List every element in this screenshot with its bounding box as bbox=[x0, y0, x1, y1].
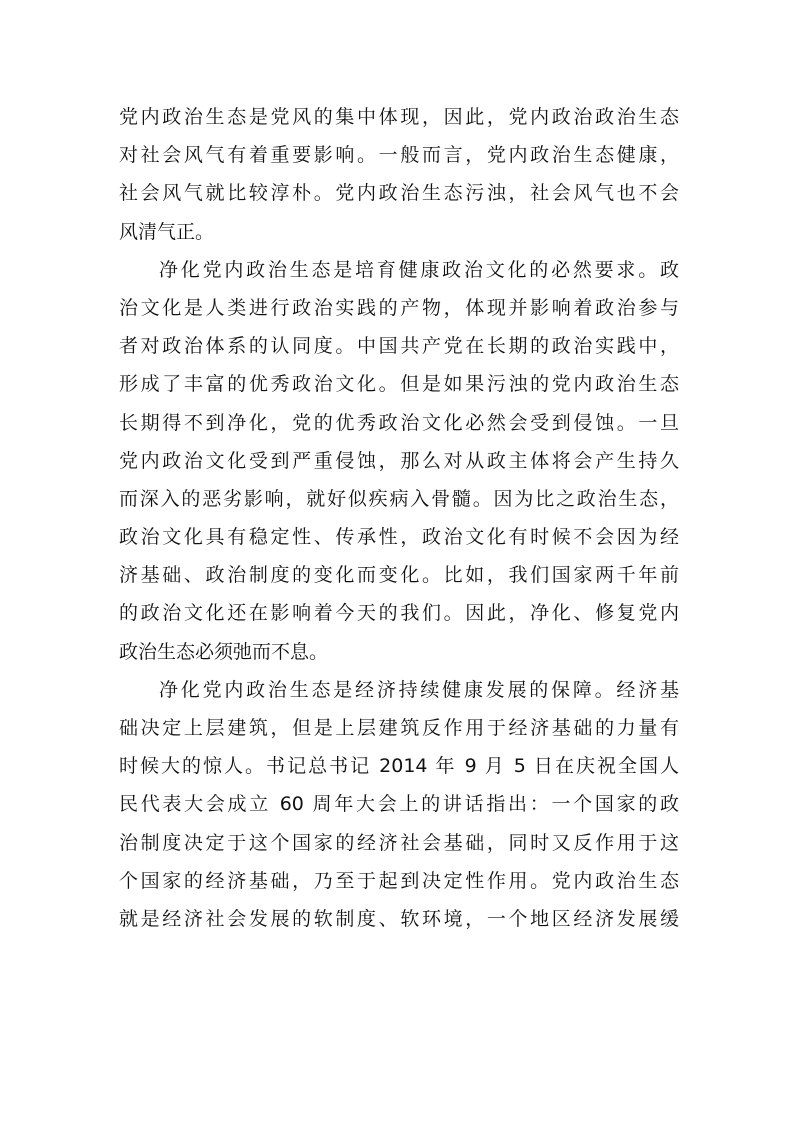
text-line: 治制度决定于这个国家的经济社会基础，同时又反作用于这 bbox=[119, 831, 679, 854]
text-line: 党内政治生态是党风的集中体现，因此，党内政治政治生态 bbox=[119, 106, 679, 128]
text-line: 政治生态必须弛而不息。 bbox=[119, 640, 329, 663]
text-line: 治文化是人类进行政治实践的产物，体现并影响着政治参与 bbox=[119, 296, 679, 319]
text-line: 政治文化具有稳定性、传承性，政治文化有时候不会因为经 bbox=[119, 526, 679, 549]
text-line: 对社会风气有着重要影响。一般而言，党内政治生态健康， bbox=[119, 144, 679, 167]
text-line: 础决定上层建筑，但是上层建筑反作用于经济基础的力量有 bbox=[119, 717, 679, 739]
text-line: 净化党内政治生态是培育健康政治文化的必然要求。政 bbox=[159, 258, 679, 281]
text-line: 长期得不到净化，党的优秀政治文化必然会受到侵蚀。一旦 bbox=[119, 411, 679, 434]
text-line: 社会风气就比较淳朴。党内政治生态污浊，社会风气也不会 bbox=[119, 182, 679, 205]
text-line: 就是经济社会发展的软制度、软环境，一个地区经济发展缓 bbox=[119, 907, 679, 930]
text-line: 而深入的恶劣影响，就好似疾病入骨髓。因为比之政治生态， bbox=[119, 487, 679, 510]
paragraph bbox=[119, 671, 679, 938]
text-line: 净化党内政治生态是经济持续健康发展的保障。经济基 bbox=[159, 678, 679, 701]
text-line: 时候大的惊人。书记总书记 2014 年 9 月 5 日在庆祝全国人 bbox=[119, 755, 679, 778]
text-line: 济基础、政治制度的变化而变化。比如，我们国家两千年前 bbox=[119, 564, 679, 587]
text-line: 风清气正。 bbox=[119, 220, 215, 243]
paragraph bbox=[119, 251, 679, 671]
text-line: 者对政治体系的认同度。中国共产党在长期的政治实践中， bbox=[119, 335, 679, 358]
text-line: 民代表大会成立 60 周年大会上的讲话指出：一个国家的政 bbox=[119, 793, 679, 816]
body-text bbox=[119, 98, 679, 938]
text-line: 的政治文化还在影响着今天的我们。因此，净化、修复党内 bbox=[119, 602, 679, 625]
text-line: 党内政治文化受到严重侵蚀，那么对从政主体将会产生持久 bbox=[119, 449, 679, 472]
text-line: 个国家的经济基础，乃至于起到决定性作用。党内政治生态 bbox=[119, 869, 679, 892]
paragraph bbox=[119, 98, 679, 251]
text-line: 形成了丰富的优秀政治文化。但是如果污浊的党内政治生态 bbox=[119, 373, 679, 396]
